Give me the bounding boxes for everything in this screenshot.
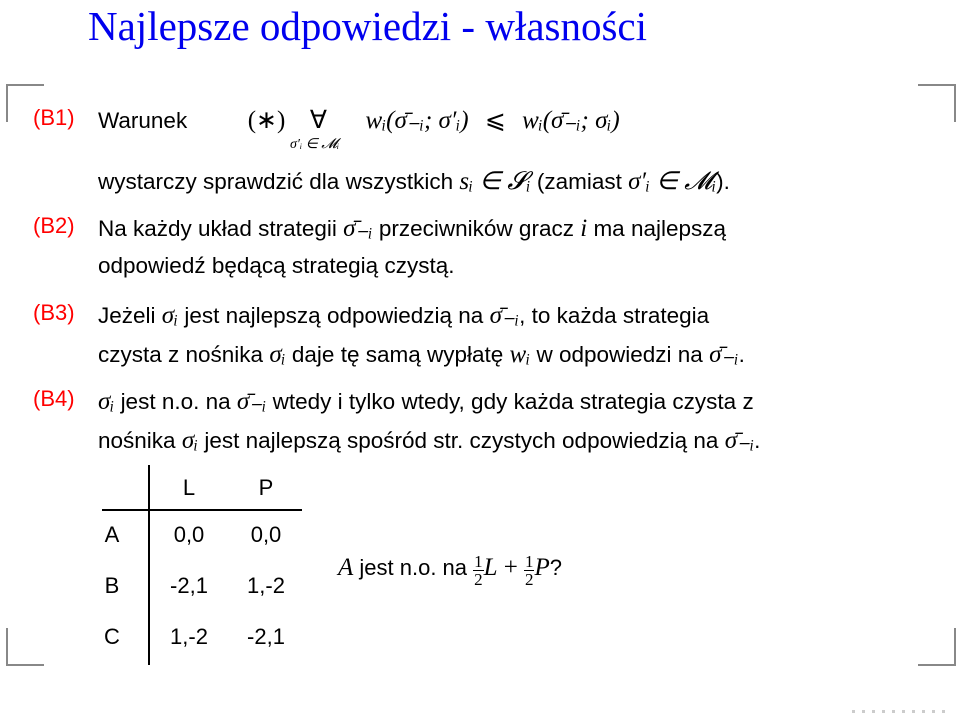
b1-line1 [98,105,620,135]
column-header-p: P [258,475,274,500]
question-p: P [534,554,550,581]
b1-line2-end: ). [716,169,730,194]
fraction-numerator: 1 [474,552,483,571]
table-cell: 1,-2 [247,573,285,598]
b1-line2-sigma: σ′ᵢ ∈ 𝓜ᵢ [628,168,717,195]
b4-line2-end: . [754,428,761,453]
table-cell: 0,0 [250,522,282,547]
b2-text-b: przeciwników gracz [378,216,574,241]
item-label-b3: (B3) [33,300,75,325]
b1-lhs: wᵢ(σ̄₋ᵢ; σ′ᵢ) [365,107,469,134]
b2-line1 [98,213,726,243]
b4-line2-sigma: σᵢ [181,427,199,454]
b4-line2-text-b: jest najlepszą spośród str. czystych odpowiedzią na [204,428,719,453]
b1-lead: Warunek [98,108,188,133]
row-label-b: B [104,573,120,598]
question-text: jest n.o. na [359,555,468,580]
b3-line2-text-a: czysta z nośnika [98,342,264,367]
b3-line2-sigma-bar: σ̄₋ᵢ [709,341,739,368]
table-cell: -2,1 [247,624,285,649]
table-cell: 1,-2 [170,624,208,649]
b3-text-a: Jeżeli [98,303,156,328]
b3-sigma-bar: σ̄₋ᵢ [489,302,520,329]
b3-line2-w: wᵢ [509,341,531,368]
b3-line2-text-c: w odpowiedzi na [536,342,703,367]
b2-sigma-bar: σ̄₋ᵢ [343,215,373,242]
b2-text-c: ma najlepszą [593,216,727,241]
page-title: Najlepsze odpowiedzi - własności [88,3,648,49]
b3-line2-end: . [738,342,745,367]
b1-line2-text-a: wystarczy sprawdzić dla wszystkich [98,169,454,194]
frame-corner-bottom-left [6,628,44,666]
frame-corner-top-right [918,84,956,122]
frame-corner-bottom-right [918,628,956,666]
table-cell: 0,0 [173,522,205,547]
b1-rhs: wᵢ(σ̄₋ᵢ; σᵢ) [522,107,620,134]
b1-rel: ⩽ [484,107,506,134]
b2-line2: odpowiedź będącą strategią czystą. [98,253,455,278]
table-horizontal-rule [102,509,302,511]
item-label-b1: (B1) [33,105,75,130]
fraction-half-l [473,553,484,588]
b1-quantifier-subscript: σ′ᵢ ∈ 𝓜ᵢ [290,137,340,152]
b4-line2-sigma-bar: σ̄₋ᵢ [724,427,755,454]
fraction-half-p [524,553,535,588]
b2-i: i [580,215,588,242]
b4-line2-text-a: nośnika [98,428,176,453]
fraction-denominator: 2 [524,570,534,589]
b1-line2-text-b: (zamiast [536,169,622,194]
b4-text-b: wtedy i tylko wtedy, gdy każda strategia czysta z [272,389,754,414]
b1-line2 [98,166,730,196]
b3-line2 [98,339,745,369]
b4-sigma-bar: σ̄₋ᵢ [236,388,267,415]
b3-text-c: , to każda strategia [519,303,710,328]
question-mark: ? [549,555,562,580]
row-label-a: A [104,522,120,547]
table-vertical-rule [148,465,150,665]
table-cell: -2,1 [170,573,208,598]
item-label-b2: (B2) [33,213,75,238]
question-plus: + [503,554,518,581]
b3-line1 [98,300,709,330]
b3-line2-text-b: daje tę samą wypłatę [291,342,504,367]
b3-line2-sigma: σᵢ [269,341,286,368]
question-l: L [483,554,498,581]
row-label-c: C [104,624,120,649]
b2-text-a: Na każdy układ strategii [98,216,337,241]
b4-text-a: jest n.o. na [120,389,231,414]
b3-sigma: σᵢ [161,302,179,329]
question-a: A [338,554,354,581]
b1-star: (∗) [247,107,286,134]
b1-line2-s: sᵢ ∈ 𝓢ᵢ [459,168,531,195]
b4-line2 [98,425,760,455]
fraction-numerator: 1 [524,552,534,571]
question [338,553,562,588]
b4-line1 [98,386,754,416]
fraction-denominator: 2 [474,570,483,589]
b3-text-b: jest najlepszą odpowiedzią na [184,303,484,328]
navigation-dots[interactable] [852,710,948,713]
b1-forall: ∀ [309,107,327,134]
column-header-l: L [182,475,196,500]
item-label-b4: (B4) [33,386,75,411]
b4-sigma: σᵢ [98,388,115,415]
